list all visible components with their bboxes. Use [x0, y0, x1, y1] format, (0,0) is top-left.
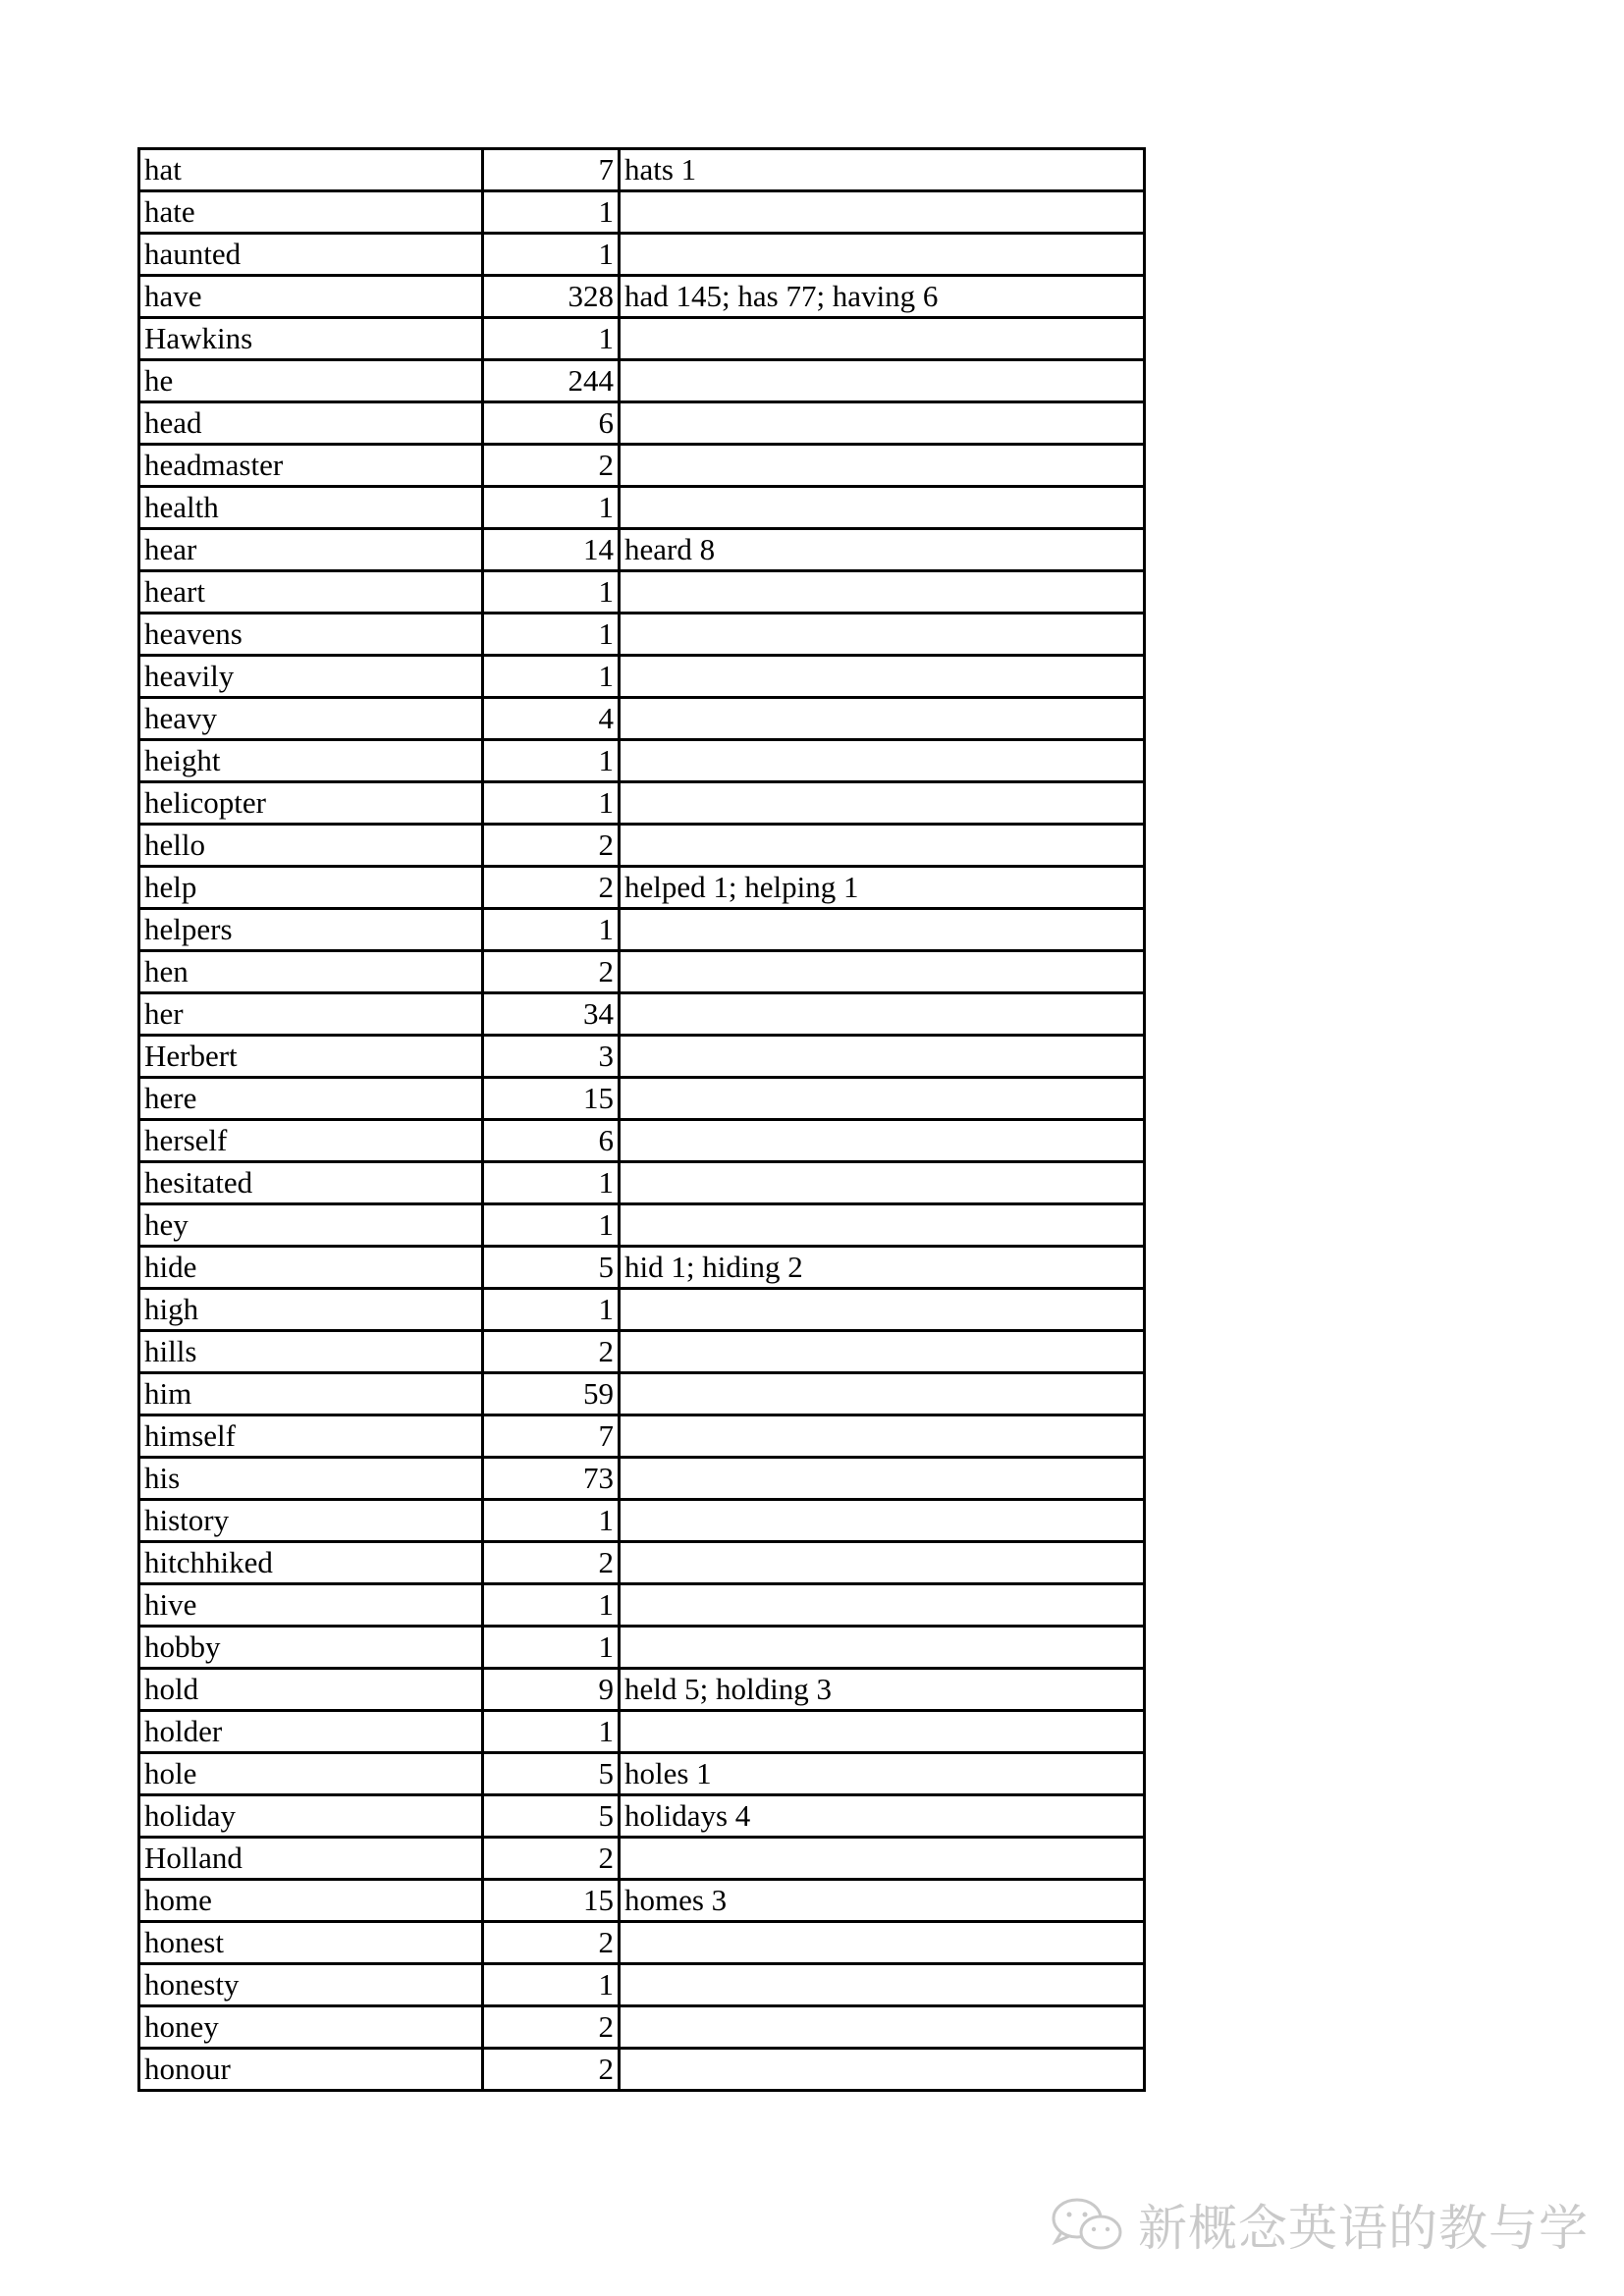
count-cell: 6 [483, 402, 620, 445]
word-cell: hole [139, 1753, 483, 1795]
forms-cell [620, 1373, 1145, 1415]
forms-cell [620, 1415, 1145, 1458]
count-cell: 5 [483, 1795, 620, 1838]
forms-cell [620, 1500, 1145, 1542]
count-cell: 2 [483, 1542, 620, 1584]
table-row [139, 867, 1145, 909]
forms-cell [620, 1711, 1145, 1753]
table-row [139, 571, 1145, 614]
forms-cell [620, 1458, 1145, 1500]
count-cell: 2 [483, 825, 620, 867]
forms-cell [620, 2006, 1145, 2049]
count-cell: 244 [483, 360, 620, 402]
table-row [139, 1373, 1145, 1415]
table-row [139, 909, 1145, 951]
forms-cell [620, 1331, 1145, 1373]
table-row [139, 487, 1145, 529]
forms-cell [620, 951, 1145, 993]
count-cell: 1 [483, 614, 620, 656]
forms-cell [620, 825, 1145, 867]
forms-cell [620, 1289, 1145, 1331]
word-cell: have [139, 276, 483, 318]
word-cell: help [139, 867, 483, 909]
word-cell: hello [139, 825, 483, 867]
count-cell: 1 [483, 1711, 620, 1753]
count-cell: 1 [483, 191, 620, 234]
count-cell: 1 [483, 909, 620, 951]
table-row [139, 1627, 1145, 1669]
word-cell: health [139, 487, 483, 529]
count-cell: 1 [483, 234, 620, 276]
count-cell: 34 [483, 993, 620, 1036]
word-cell: hear [139, 529, 483, 571]
forms-cell [620, 656, 1145, 698]
word-cell: here [139, 1078, 483, 1120]
count-cell: 1 [483, 782, 620, 825]
word-cell: heavily [139, 656, 483, 698]
table-row [139, 1247, 1145, 1289]
count-cell: 5 [483, 1753, 620, 1795]
table-row [139, 1078, 1145, 1120]
word-cell: honest [139, 1922, 483, 1964]
count-cell: 328 [483, 276, 620, 318]
word-cell: hen [139, 951, 483, 993]
word-cell: honesty [139, 1964, 483, 2006]
word-cell: helicopter [139, 782, 483, 825]
forms-cell [620, 2049, 1145, 2091]
watermark [1048, 2189, 1589, 2260]
forms-cell [620, 1120, 1145, 1162]
count-cell: 1 [483, 1162, 620, 1204]
forms-cell: hats 1 [620, 149, 1145, 191]
word-cell: hold [139, 1669, 483, 1711]
word-cell: heavy [139, 698, 483, 740]
table-row [139, 825, 1145, 867]
forms-cell [620, 782, 1145, 825]
word-cell: holder [139, 1711, 483, 1753]
count-cell: 7 [483, 149, 620, 191]
word-frequency-table [137, 147, 1146, 2092]
forms-cell [620, 445, 1145, 487]
word-cell: holiday [139, 1795, 483, 1838]
word-cell: hat [139, 149, 483, 191]
forms-cell: had 145; has 77; having 6 [620, 276, 1145, 318]
count-cell: 15 [483, 1078, 620, 1120]
forms-cell [620, 1162, 1145, 1204]
forms-cell [620, 360, 1145, 402]
count-cell: 6 [483, 1120, 620, 1162]
count-cell: 7 [483, 1415, 620, 1458]
forms-cell [620, 1838, 1145, 1880]
forms-cell [620, 571, 1145, 614]
forms-cell [620, 1204, 1145, 1247]
word-cell: headmaster [139, 445, 483, 487]
word-cell: Hawkins [139, 318, 483, 360]
table-row [139, 782, 1145, 825]
count-cell: 1 [483, 487, 620, 529]
forms-cell [620, 909, 1145, 951]
table-row [139, 1458, 1145, 1500]
word-cell: heart [139, 571, 483, 614]
word-cell: hive [139, 1584, 483, 1627]
word-cell: himself [139, 1415, 483, 1458]
table-row [139, 402, 1145, 445]
word-cell: haunted [139, 234, 483, 276]
word-cell: helpers [139, 909, 483, 951]
count-cell: 2 [483, 445, 620, 487]
table-row [139, 2049, 1145, 2091]
table-row [139, 360, 1145, 402]
word-cell: hobby [139, 1627, 483, 1669]
count-cell: 3 [483, 1036, 620, 1078]
forms-cell: homes 3 [620, 1880, 1145, 1922]
forms-cell [620, 1964, 1145, 2006]
count-cell: 2 [483, 2006, 620, 2049]
forms-cell [620, 993, 1145, 1036]
word-cell: Holland [139, 1838, 483, 1880]
word-cell: he [139, 360, 483, 402]
table-row [139, 951, 1145, 993]
forms-cell [620, 191, 1145, 234]
count-cell: 1 [483, 1500, 620, 1542]
table-row [139, 318, 1145, 360]
forms-cell: heard 8 [620, 529, 1145, 571]
count-cell: 2 [483, 2049, 620, 2091]
count-cell: 1 [483, 740, 620, 782]
word-cell: hey [139, 1204, 483, 1247]
forms-cell [620, 1078, 1145, 1120]
count-cell: 1 [483, 571, 620, 614]
forms-cell: hid 1; hiding 2 [620, 1247, 1145, 1289]
count-cell: 15 [483, 1880, 620, 1922]
word-cell: hate [139, 191, 483, 234]
table-row [139, 1204, 1145, 1247]
table-row [139, 276, 1145, 318]
wechat-icon [1048, 2193, 1126, 2256]
word-cell: hitchhiked [139, 1542, 483, 1584]
word-cell: hesitated [139, 1162, 483, 1204]
watermark-text: 新概念英语的教与学 [1138, 2200, 1589, 2257]
word-cell: his [139, 1458, 483, 1500]
count-cell: 2 [483, 1838, 620, 1880]
count-cell: 1 [483, 1204, 620, 1247]
forms-cell [620, 614, 1145, 656]
forms-cell [620, 402, 1145, 445]
table-row [139, 1753, 1145, 1795]
forms-cell [620, 1922, 1145, 1964]
word-cell: home [139, 1880, 483, 1922]
table-row [139, 1711, 1145, 1753]
table-row [139, 1415, 1145, 1458]
count-cell: 1 [483, 1627, 620, 1669]
word-cell: honey [139, 2006, 483, 2049]
word-cell: honour [139, 2049, 483, 2091]
forms-cell: held 5; holding 3 [620, 1669, 1145, 1711]
table-row [139, 149, 1145, 191]
table-row [139, 1922, 1145, 1964]
count-cell: 9 [483, 1669, 620, 1711]
word-cell: him [139, 1373, 483, 1415]
forms-cell [620, 1036, 1145, 1078]
forms-cell [620, 1584, 1145, 1627]
word-cell: herself [139, 1120, 483, 1162]
count-cell: 4 [483, 698, 620, 740]
forms-cell [620, 740, 1145, 782]
table-row [139, 1289, 1145, 1331]
table-row [139, 445, 1145, 487]
word-cell: hide [139, 1247, 483, 1289]
word-cell: history [139, 1500, 483, 1542]
forms-cell: holidays 4 [620, 1795, 1145, 1838]
count-cell: 1 [483, 1289, 620, 1331]
count-cell: 73 [483, 1458, 620, 1500]
count-cell: 2 [483, 951, 620, 993]
table-row [139, 191, 1145, 234]
count-cell: 1 [483, 1584, 620, 1627]
word-cell: heavens [139, 614, 483, 656]
table-body [139, 149, 1145, 2091]
count-cell: 14 [483, 529, 620, 571]
table-row [139, 1795, 1145, 1838]
table-row [139, 656, 1145, 698]
table-row [139, 740, 1145, 782]
table-row [139, 1120, 1145, 1162]
forms-cell [620, 318, 1145, 360]
count-cell: 5 [483, 1247, 620, 1289]
word-cell: high [139, 1289, 483, 1331]
table-row [139, 1838, 1145, 1880]
count-cell: 2 [483, 867, 620, 909]
table-row [139, 1500, 1145, 1542]
count-cell: 1 [483, 318, 620, 360]
table-row [139, 234, 1145, 276]
table-row [139, 993, 1145, 1036]
count-cell: 2 [483, 1922, 620, 1964]
count-cell: 2 [483, 1331, 620, 1373]
table-row [139, 1542, 1145, 1584]
count-cell: 1 [483, 656, 620, 698]
table-row [139, 2006, 1145, 2049]
table-row [139, 1162, 1145, 1204]
table-row [139, 1584, 1145, 1627]
forms-cell: holes 1 [620, 1753, 1145, 1795]
forms-cell: helped 1; helping 1 [620, 867, 1145, 909]
forms-cell [620, 1542, 1145, 1584]
forms-cell [620, 698, 1145, 740]
table-row [139, 1669, 1145, 1711]
word-cell: Herbert [139, 1036, 483, 1078]
table-row [139, 1036, 1145, 1078]
word-cell: head [139, 402, 483, 445]
table-row [139, 698, 1145, 740]
count-cell: 59 [483, 1373, 620, 1415]
table-row [139, 614, 1145, 656]
word-cell: height [139, 740, 483, 782]
table-row [139, 529, 1145, 571]
count-cell: 1 [483, 1964, 620, 2006]
forms-cell [620, 1627, 1145, 1669]
table-row [139, 1964, 1145, 2006]
forms-cell [620, 234, 1145, 276]
forms-cell [620, 487, 1145, 529]
table-row [139, 1331, 1145, 1373]
table-row [139, 1880, 1145, 1922]
word-cell: her [139, 993, 483, 1036]
word-cell: hills [139, 1331, 483, 1373]
